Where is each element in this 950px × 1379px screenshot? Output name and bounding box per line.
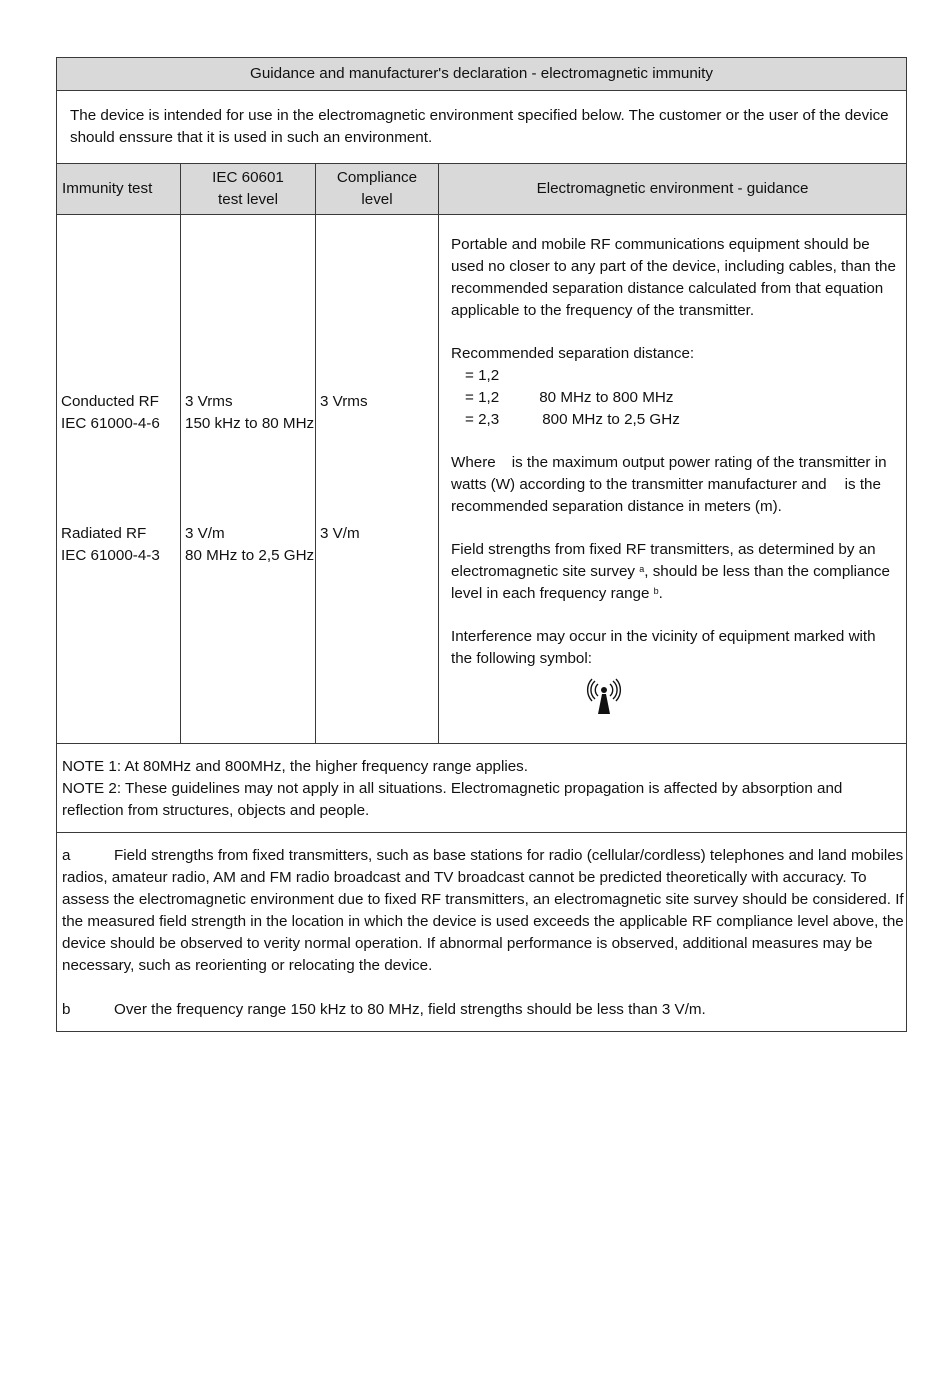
guidance-cell [439,215,907,744]
radiated-rf-compliance: 3 V/m [320,525,360,542]
footnote-ref-a: a [639,564,645,574]
level-range: 150 kHz to 80 MHz [185,415,315,432]
radiated-rf-level [185,523,314,567]
test-standard: IEC 61000-4-3 [61,547,160,564]
separation-distance-heading: Recommended separation distance: [451,345,695,362]
footnote-a [62,845,904,977]
equation-value: = 2,3 [465,411,500,428]
non-ionizing-radiation-icon [585,678,623,716]
col-iec-level-line1: IEC 60601 [212,169,284,186]
column-header-row [57,164,907,215]
radiated-rf-test [61,523,160,567]
col-iec-level [181,164,316,215]
field-strength-text: Field strengths from fixed RF transmitters, as determined by an electromagnetic site survey [451,541,876,580]
col-iec-level-line2: test level [218,191,278,208]
table-title: Guidance and manufacturer's declaration - electromagnetic immunity [57,58,907,91]
col-guidance: Electromagnetic environment - guidance [439,164,907,215]
field-strength-text-2: , should be less than the compliance level in each frequency range [451,563,890,602]
equation-2 [451,387,896,409]
equation-value: = 1,2 [465,389,500,406]
level-value: 3 Vrms [185,393,233,410]
footnote-text: Field strengths from fixed transmitters, such as base stations for radio (cellular/cordless) telephones and land mobiles radios, amateur radio, AM and FM radio broadcast and TV broadcast cannot be predicted theoretically with accuracy. To assess the electromagnetic environment due to fixed RF transmitters, an electromagnetic site survey should be considered. If the measured field strength in the location in which the device is used exceeds the applicable RF compliance level above, the device should be observed to verity normal operation. If abnormal performance is observed, additional measures may be necessary, such as reorienting or relocating the device. [62,847,904,974]
distance-definition: is the recommended separation distance in meters (m). [451,476,881,515]
iec-level-cell [181,215,316,744]
footnote-ref-b: b [653,586,659,596]
guidance-paragraph-5: Interference may occur in the vicinity of equipment marked with the following symbol: [451,628,876,667]
notes-cell [57,744,907,833]
equation-3 [451,409,896,431]
level-range: 80 MHz to 2,5 GHz [185,547,315,564]
equation-range: 80 MHz to 800 MHz [539,389,674,406]
where-text: Where [451,454,496,471]
conducted-rf-test [61,391,160,435]
compliance-level-cell [316,215,439,744]
guidance-paragraph-1: Portable and mobile RF communications equipment should be used no closer to any part of the device, including cables, than the recommended separation distance calculated from that equation applicable to the frequency of the transmitter. [451,236,896,319]
power-definition: is the maximum output power rating of the transmitter in watts (W) according to the transmitter manufacturer and [451,454,887,493]
footnote-label: a [62,847,71,864]
note-2: NOTE 2: These guidelines may not apply in all situations. Electromagnetic propagation is affected by absorption and reflection from structures, objects and people. [62,780,843,819]
equation-range: 800 MHz to 2,5 GHz [542,411,680,428]
equation-1: = 1,2 [465,367,500,384]
footnotes-cell [57,833,907,1032]
immunity-table [56,57,907,1032]
guidance-paragraph-3 [451,452,896,518]
note-1: NOTE 1: At 80MHz and 800MHz, the higher frequency range applies. [62,758,528,775]
period: . [658,585,663,602]
col-immunity-test: Immunity test [57,164,181,215]
table-row [57,215,907,744]
intro-text: The device is intended for use in the electromagnetic environment specified below. The customer or the user of the device should enssure that it is used in such an environment. [57,91,907,164]
conducted-rf-level [185,391,314,435]
footnote-text: Over the frequency range 150 kHz to 80 MHz, field strengths should be less than 3 V/m. [114,1001,706,1018]
col-compliance-line1: Compliance [336,169,418,186]
test-standard: IEC 61000-4-6 [61,415,160,432]
footnote-label: b [62,1001,71,1018]
level-value: 3 V/m [185,525,225,542]
conducted-rf-compliance: 3 Vrms [320,393,368,410]
col-compliance-level [316,164,439,215]
test-name: Conducted RF [61,393,159,410]
immunity-declaration-document [56,57,906,1032]
guidance-paragraph-4 [451,539,896,605]
test-name: Radiated RF [61,525,147,542]
footnote-b [62,999,904,1021]
immunity-test-cell [57,215,181,744]
col-compliance-line2: level [361,191,393,208]
